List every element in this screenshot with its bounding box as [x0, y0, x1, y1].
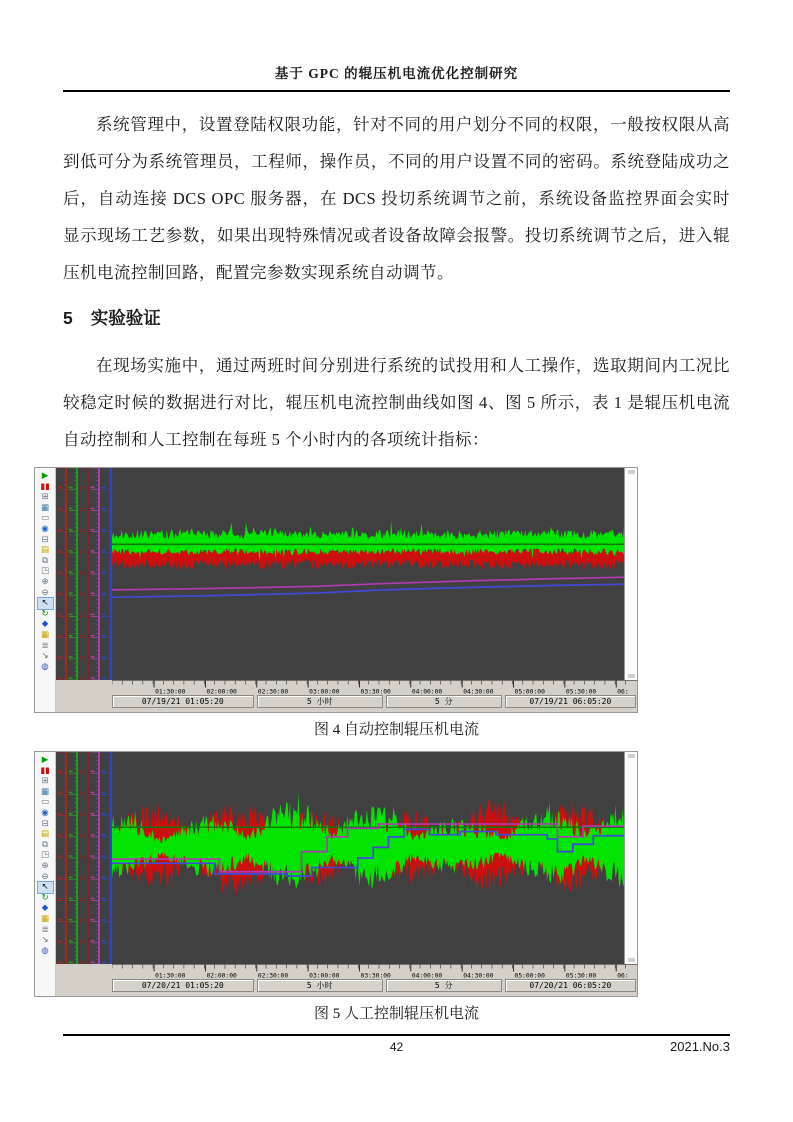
window-bottom-edge	[56, 993, 637, 996]
trend-main-area	[56, 752, 637, 996]
grid-icon[interactable]: ▦	[40, 913, 50, 924]
footer-issue: 2021.No.3	[670, 1039, 730, 1054]
magenta-trend-line	[112, 577, 624, 590]
time-tick-label: 03:30:00	[360, 972, 391, 979]
body-paragraph-1: 系统管理中，设置登陆权限功能，针对不同的用户划分不同的权限，一般按权限从高到低可分为系统管理员，工程师，操作员，不同的用户设置不同的密码。系统登陆成功之后，自动连接 DCS OPC 服务器，在 DCS 投切系统调节之前，系统设备监控界面会实时显示现场工艺参数，如果出现特殊情况或者设备故障会报警。投切系统调节之后，进入辊压机电流控制回路，配置完参数实现系统自动调节。	[63, 115, 730, 282]
pointer-icon[interactable]: ↖	[38, 598, 53, 609]
time-tick-label: 06:	[617, 972, 629, 979]
pause-icon[interactable]: ▮▮	[40, 765, 50, 776]
section-title: 实验验证	[90, 308, 161, 328]
export-icon[interactable]: ↘	[41, 935, 49, 946]
page-content	[63, 106, 730, 458]
time-tick-label: 03:00:00	[309, 972, 340, 979]
trend-toolbar	[35, 752, 56, 996]
navigate-icon[interactable]: ◆	[41, 619, 49, 630]
time-ruler-row	[56, 680, 637, 695]
section-number: 5	[63, 308, 73, 328]
time-tick-label: 05:00:00	[514, 688, 545, 695]
time-tick-label: 03:30:00	[360, 688, 391, 695]
figure5-trend-screenshot	[34, 751, 638, 997]
pen-axes	[56, 752, 112, 964]
trend-upper	[56, 468, 637, 680]
time-ruler	[112, 680, 637, 695]
pen-axis-5	[100, 752, 112, 964]
zoom-in-icon[interactable]: ⊕	[41, 576, 49, 587]
pen-axis-2	[67, 468, 78, 680]
trend-plot-canvas	[112, 468, 624, 680]
trend-main-area	[56, 468, 637, 712]
time-tick-label: 06:	[617, 688, 629, 695]
navigate-icon[interactable]: ◆	[41, 903, 49, 914]
section-heading	[63, 303, 730, 333]
time-ruler	[112, 964, 637, 979]
legend-icon[interactable]: ▤	[40, 829, 50, 840]
time-segment-3[interactable]: 5 分	[386, 695, 502, 708]
running-head-title: 基于 GPC 的辊压机电流优化控制研究	[274, 66, 519, 81]
time-tick-label: 02:00:00	[206, 688, 237, 695]
view-chart-icon[interactable]: ▦	[40, 502, 50, 513]
vertical-scrollbar[interactable]	[624, 752, 637, 964]
info-icon[interactable]: ◍	[41, 945, 49, 956]
time-tick-label: 02:30:00	[257, 688, 289, 695]
time-segment-2[interactable]: 5 小时	[257, 695, 383, 708]
refresh-icon[interactable]: ↻	[41, 608, 49, 619]
time-tick-label: 04:00:00	[411, 972, 443, 979]
figure4-trend-screenshot	[34, 467, 638, 713]
figure4-caption: 图 4 自动控制辊压机电流	[313, 722, 479, 738]
play-icon[interactable]: ▶	[41, 471, 49, 481]
grid-icon[interactable]: ▦	[40, 629, 50, 640]
zoom-out-icon[interactable]: ⊖	[41, 871, 49, 882]
legend-icon[interactable]: ▤	[40, 545, 50, 556]
tile-windows-icon[interactable]: ⊞	[41, 492, 49, 503]
time-tick-label: 04:30:00	[463, 972, 494, 979]
time-tick-label: 03:00:00	[309, 688, 340, 695]
display-icon[interactable]: ▭	[40, 797, 50, 808]
web-icon[interactable]: ◉	[41, 807, 49, 818]
refresh-icon[interactable]: ↻	[41, 892, 49, 903]
tile-windows-icon[interactable]: ⊞	[41, 776, 49, 787]
web-icon[interactable]: ◉	[41, 523, 49, 534]
pen-axis-4	[89, 752, 100, 964]
list-icon[interactable]: ≣	[41, 924, 49, 935]
print-icon[interactable]: ⊟	[41, 534, 49, 545]
time-tick-label: 05:00:00	[514, 972, 545, 979]
time-tick-label: 01:30:00	[155, 688, 186, 695]
time-segment-1[interactable]: 07/19/21 01:05:20	[112, 695, 254, 708]
copy-icon[interactable]: ⧉	[41, 555, 49, 566]
time-segment-row	[56, 695, 637, 709]
pen-axis-2	[67, 752, 78, 964]
time-segment-2[interactable]: 5 小时	[257, 979, 383, 992]
window-bottom-edge	[56, 709, 637, 712]
time-segment-3[interactable]: 5 分	[386, 979, 502, 992]
zoom-box-icon[interactable]: ◳	[40, 566, 50, 577]
time-segment-4[interactable]: 07/19/21 06:05:20	[505, 695, 636, 708]
zoom-in-icon[interactable]: ⊕	[41, 860, 49, 871]
time-tick-label: 04:30:00	[463, 688, 494, 695]
time-tick-label: 02:00:00	[206, 972, 237, 979]
list-icon[interactable]: ≣	[41, 640, 49, 651]
time-tick-label: 02:30:00	[257, 972, 289, 979]
display-icon[interactable]: ▭	[40, 513, 50, 524]
trend-plot-area[interactable]	[112, 752, 624, 964]
footer-page-number: 42	[389, 1040, 404, 1054]
time-tick-label: 01:30:00	[155, 972, 186, 979]
blue-trend-line	[112, 584, 624, 597]
pen-axis-3	[78, 468, 89, 680]
header-rule	[63, 90, 730, 92]
pointer-icon[interactable]: ↖	[38, 882, 53, 893]
pause-icon[interactable]: ▮▮	[40, 481, 50, 492]
info-icon[interactable]: ◍	[41, 661, 49, 672]
zoom-out-icon[interactable]: ⊖	[41, 587, 49, 598]
print-icon[interactable]: ⊟	[41, 818, 49, 829]
export-icon[interactable]: ↘	[41, 651, 49, 662]
figure5-caption: 图 5 人工控制辊压机电流	[313, 1006, 479, 1022]
pen-axes	[56, 468, 112, 680]
pen-axis-1	[56, 468, 67, 680]
time-ruler-row	[56, 964, 637, 979]
trend-plot-canvas	[112, 752, 624, 964]
play-icon[interactable]: ▶	[41, 755, 49, 765]
view-chart-icon[interactable]: ▦	[40, 786, 50, 797]
time-tick-label: 05:30:00	[565, 972, 597, 979]
copy-icon[interactable]: ⧉	[41, 839, 49, 850]
trend-toolbar	[35, 468, 56, 712]
pen-axis-5	[100, 468, 112, 680]
pen-axis-3	[78, 752, 89, 964]
time-tick-label: 05:30:00	[565, 688, 597, 695]
pen-axis-1	[56, 752, 67, 964]
trend-plot-area[interactable]	[112, 468, 624, 680]
trend-upper	[56, 752, 637, 964]
zoom-box-icon[interactable]: ◳	[40, 850, 50, 861]
time-segment-row	[56, 979, 637, 993]
footer-rule	[63, 1034, 730, 1036]
time-segment-1[interactable]: 07/20/21 01:05:20	[112, 979, 254, 992]
time-tick-label: 04:00:00	[411, 688, 443, 695]
time-segment-4[interactable]: 07/20/21 06:05:20	[505, 979, 636, 992]
pen-axis-4	[89, 468, 100, 680]
vertical-scrollbar[interactable]	[624, 468, 637, 680]
body-paragraph-2: 在现场实施中，通过两班时间分别进行系统的试投用和人工操作，选取期间内工况比较稳定时候的数据进行对比，辊压机电流控制曲线如图 4、图 5 所示，表 1 是辊压机电流自动控制和人工控制在每班 5 个小时内的各项统计指标：	[63, 356, 731, 449]
green-current-noisy-band	[112, 793, 624, 889]
